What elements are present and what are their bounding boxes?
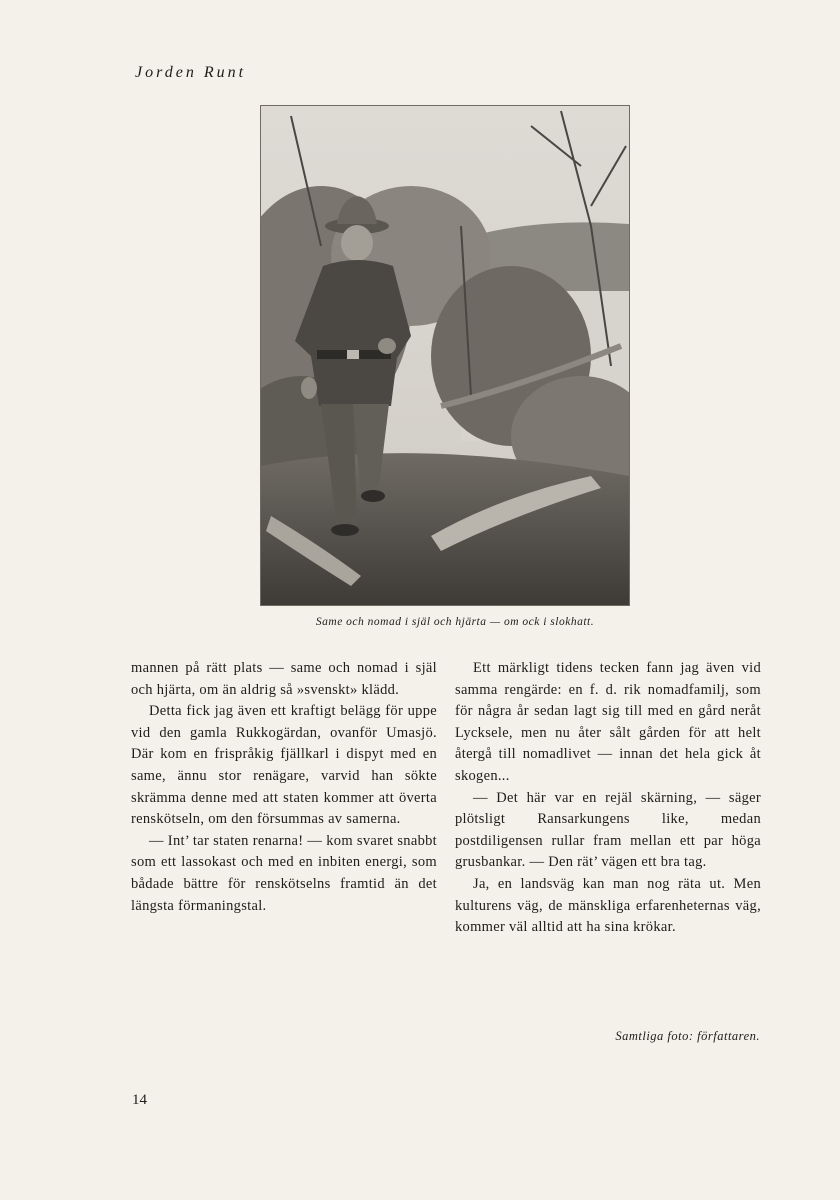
right-column — [455, 658, 761, 939]
left-column — [131, 658, 437, 917]
photograph-man-in-hat-among-birch-trees-icon — [261, 106, 629, 605]
paragraph: Ja, en landsväg kan man nog räta ut. Men kulturens väg, de mänskliga erfarenheternas väg, kommer väl alltid att ha sina krökar. — [455, 875, 761, 936]
running-head: Jorden Runt — [135, 64, 247, 81]
page-number: 14 — [132, 1092, 147, 1108]
paragraph: mannen på rätt plats — same och nomad i själ och hjärta, om än aldrig så »svenskt» klädd. — [131, 660, 437, 698]
paragraph: Ett märkligt tidens tecken fann jag även vid samma rengärde: en f. d. rik nomadfamilj, som för några år sedan lagt sig till med en gård neråt Lycksele, men nu åter sålt gården för att helt återgå till nomadlivet — innan det hela gick åt skogen... — [455, 660, 761, 784]
photo-caption: Same och nomad i själ och hjärta — om ock i slokhatt. — [315, 616, 595, 628]
photo-credit: Samtliga foto: författaren. — [615, 1029, 760, 1043]
paragraph: Detta fick jag även ett kraftigt belägg för uppe vid den gamla Rukkogärdan, ovanför Umasjö. Där kom en frispråkig fjällkarl i dispyt med en same, ännu stor renägare, varvid han sökte skrämma denne med att staten kommer att överta renskötseln, om den försummas av samerna. — [131, 703, 437, 828]
photograph — [260, 105, 630, 606]
paragraph: — Det här var en rejäl skärning, — säger plötsligt Ransarkungens like, medan postdiligensen rullar fram mellan ett par höga grusbankar. — Den rät’ vägen ett bra tag. — [455, 789, 761, 871]
paragraph: — Int’ tar staten renarna! — kom svaret snabbt som ett lassokast och med en inbiten energi, som bådade bättre för renskötselns framtid än det längsta förmaningstal. — [131, 832, 437, 914]
